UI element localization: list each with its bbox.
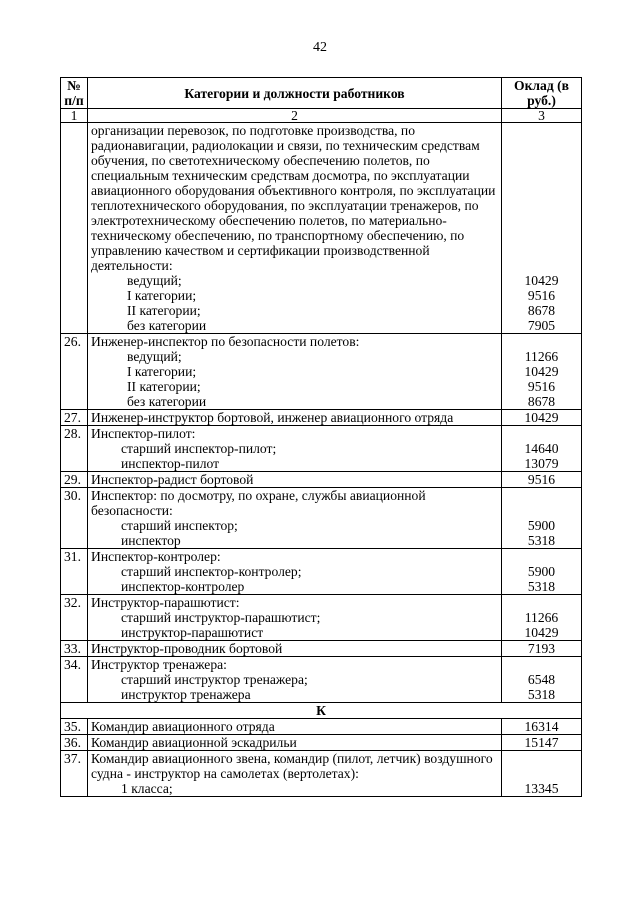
letter-section [61,703,582,719]
salary-table [60,77,582,797]
column-index: 3 [502,109,582,123]
salary-value: 10429 [524,273,559,288]
table-row [61,488,582,549]
salary-value: 13079 [524,456,559,471]
table-row [61,735,582,751]
column-index: 1 [61,109,88,123]
category-text: Инспектор-пилот: [91,426,196,441]
table-row [61,595,582,641]
sub-position: без категории [127,394,207,409]
table-row [61,123,582,334]
column-index-row [61,109,582,123]
salary-value: 9516 [527,379,556,394]
row-number: 32. [61,595,88,641]
sub-position: инспектор-контролер [121,579,245,594]
row-salary [502,657,582,703]
row-salary [502,549,582,595]
salary-value: 11266 [524,610,559,625]
category-text: Инспектор-радист бортовой [91,472,254,487]
salary-value: 7193 [527,641,556,656]
salary-value: 10429 [524,364,559,379]
row-number: 36. [61,735,88,751]
sub-position: II категории; [127,379,201,394]
row-number: 29. [61,472,88,488]
salary-value: 5318 [527,533,556,548]
sub-position: инспектор-пилот [121,456,220,471]
sub-position: старший инспектор-пилот; [121,441,277,456]
row-salary [502,410,582,426]
sub-position: 1 класса; [121,781,173,796]
row-category [88,595,502,641]
sub-position: без категории [127,318,207,333]
salary-value: 10429 [524,410,559,425]
table-row [61,549,582,595]
row-salary [502,123,582,334]
category-text: Инженер-инструктор бортовой, инженер авиационного отряда [91,410,454,425]
salary-value: 5900 [527,564,556,579]
page-number: 42 [313,40,327,55]
table-row [61,719,582,735]
category-text: Командир авиационного звена, командир (пилот, летчик) воздушного судна - инструктор на самолетах (вертолетах): [91,751,493,781]
row-category [88,719,502,735]
category-text: Инспектор: по досмотру, по охране, службы авиационной безопасности: [91,488,426,518]
row-salary [502,488,582,549]
row-salary [502,641,582,657]
salary-value: 16314 [524,719,559,734]
salary-value: 9516 [527,472,556,487]
row-category [88,410,502,426]
row-category [88,123,502,334]
table-header-row [61,78,582,109]
row-number: 35. [61,719,88,735]
letter-row [61,703,582,719]
row-number: 33. [61,641,88,657]
salary-value: 9516 [527,288,556,303]
table-row [61,410,582,426]
sub-position: старший инструктор-парашютист; [121,610,321,625]
row-number: 27. [61,410,88,426]
category-text: организации перевозок, по подготовке производства, по радионавигации, радиолокации и связи, по техническим средствам обучения, по светотехническому обеспечению полетов, по специальным техническим средствам досмотра, по эксплуатации авиационного оборудования объективного контроля, по эксплуатации теплотехнического оборудования, по эксплуатации тренажеров, по электротехническому обеспечению полетов, по материально-техническому обеспечению, по транспортному обеспечению, по управлению качеством и сертификации производственной деятельности: [91,123,496,273]
row-category [88,735,502,751]
row-category [88,641,502,657]
row-number: 26. [61,334,88,410]
sub-position: старший инспектор-контролер; [121,564,302,579]
table-body [61,123,582,703]
category-text: Командир авиационного отряда [91,719,275,734]
table-row [61,426,582,472]
row-number [61,123,88,334]
table-row [61,657,582,703]
row-category [88,657,502,703]
category-text: Инспектор-контролер: [91,549,221,564]
row-salary [502,426,582,472]
category-text: Инструктор-проводник бортовой [91,641,283,656]
sub-position: инструктор-парашютист [121,625,264,640]
salary-value: 5900 [527,518,556,533]
section-letter: К [61,703,582,719]
row-number: 34. [61,657,88,703]
row-number: 37. [61,751,88,797]
header-category: Категории и должности работников [88,78,502,109]
row-salary [502,595,582,641]
salary-value: 7905 [527,318,556,333]
salary-value: 15147 [524,735,559,750]
row-number: 28. [61,426,88,472]
row-salary [502,735,582,751]
header-number: № п/п [61,78,88,109]
row-salary [502,751,582,797]
salary-value: 6548 [527,672,556,687]
category-text: Командир авиационной эскадрильи [91,735,297,750]
row-category [88,426,502,472]
sub-position: ведущий; [127,349,182,364]
sub-position: I категории; [127,288,197,303]
row-category [88,472,502,488]
salary-value: 8678 [527,303,556,318]
salary-value: 5318 [527,579,556,594]
salary-value: 11266 [524,349,559,364]
row-salary [502,472,582,488]
sub-position: II категории; [127,303,201,318]
sub-position: I категории; [127,364,197,379]
salary-value: 14640 [524,441,559,456]
row-category [88,549,502,595]
sub-position: старший инспектор; [121,518,238,533]
salary-value: 13345 [524,781,559,796]
table-body [61,719,582,797]
category-text: Инженер-инспектор по безопасности полетов: [91,334,360,349]
column-index: 2 [88,109,502,123]
sub-position: ведущий; [127,273,182,288]
table-row [61,472,582,488]
row-number: 30. [61,488,88,549]
row-category [88,488,502,549]
row-salary [502,719,582,735]
row-category [88,751,502,797]
table-row [61,334,582,410]
salary-value: 5318 [527,687,556,702]
sub-position: старший инструктор тренажера; [121,672,308,687]
salary-value: 10429 [524,625,559,640]
header-salary: Оклад (в руб.) [502,78,582,109]
table-row [61,641,582,657]
category-text: Инструктор-парашютист: [91,595,240,610]
salary-value: 8678 [527,394,556,409]
category-text: Инструктор тренажера: [91,657,227,672]
row-number: 31. [61,549,88,595]
table-row [61,751,582,797]
sub-position: инструктор тренажера [121,687,251,702]
row-salary [502,334,582,410]
sub-position: инспектор [121,533,181,548]
row-category [88,334,502,410]
